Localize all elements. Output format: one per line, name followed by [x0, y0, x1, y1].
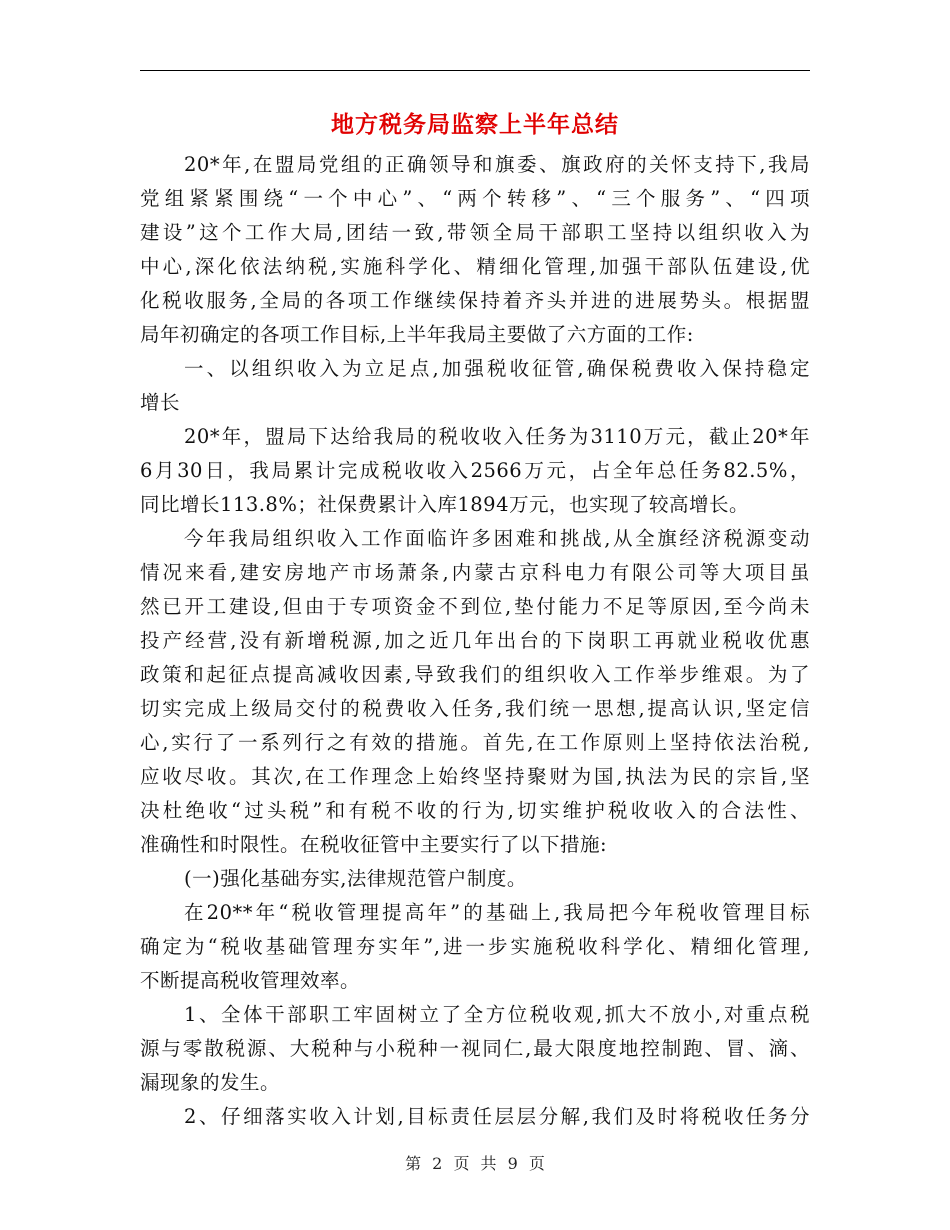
body-line: 政策和起征点提高减收因素,导致我们的组织收入工作举步维艰。为了: [140, 663, 810, 686]
body-line: 情况来看,建安房地产市场萧条,内蒙古京科电力有限公司等大项目虽: [140, 561, 810, 584]
body-line: 心,实行了一系列行之有效的措施。首先,在工作原则上坚持依法治税,: [140, 731, 810, 754]
body-line: 局年初确定的各项工作目标,上半年我局主要做了六方面的工作:: [140, 323, 694, 346]
body-line: 在20**年“税收管理提高年”的基础上,我局把今年税收管理目标: [184, 901, 810, 924]
section-heading-line: 增长: [140, 391, 181, 414]
body-line: 切实完成上级局交付的税费收入任务,我们统一思想,提高认识,坚定信: [140, 697, 810, 720]
list-item-line: 2、仔细落实收入计划,目标责任层层分解,我们及时将税收任务分: [184, 1105, 810, 1128]
body-line: 化税收服务,全局的各项工作继续保持着齐头并进的进展势头。根据盟: [140, 289, 810, 312]
list-item-line: 漏现象的发生。: [140, 1071, 281, 1094]
body-line: 6月30日，我局累计完成税收收入2566万元，占全年总任务82.5%，: [140, 459, 810, 482]
body-line: 准确性和时限性。在税收征管中主要实行了以下措施:: [140, 833, 608, 856]
list-item-line: 源与零散税源、大税种与小税种一视同仁,最大限度地控制跑、冒、滴、: [140, 1037, 810, 1060]
section-heading-line: 一、以组织收入为立足点,加强税收征管,确保税费收入保持稳定: [184, 357, 810, 380]
body-line: 建设”这个工作大局,团结一致,带领全局干部职工坚持以组织收入为: [140, 221, 810, 244]
body-line: 20*年,在盟局党组的正确领导和旗委、旗政府的关怀支持下,我局: [184, 153, 810, 176]
body-line: 党组紧紧围绕“一个中心”、“两个转移”、“三个服务”、“四项: [140, 187, 810, 210]
list-item-line: 1、全体干部职工牢固树立了全方位税收观,抓大不放小,对重点税: [184, 1003, 810, 1026]
body-line: 投产经营,没有新增税源,加之近几年出台的下岗职工再就业税收优惠: [140, 629, 810, 652]
body-line: 今年我局组织收入工作面临许多困难和挑战,从全旗经济税源变动: [184, 527, 810, 550]
subsection-heading: (一)强化基础夯实,法律规范管户制度。: [184, 867, 527, 890]
body-line: 应收尽收。其次,在工作理念上始终坚持聚财为国,执法为民的宗旨,坚: [140, 765, 810, 788]
header-rule: [140, 70, 810, 71]
body-line: 20*年，盟局下达给我局的税收收入任务为3110万元，截止20*年: [184, 425, 810, 448]
body-line: 同比增长113.8%；社保费累计入库1894万元，也实现了较高增长。: [140, 493, 749, 516]
body-line: 决杜绝收“过头税”和有税不收的行为,切实维护税收收入的合法性、: [140, 799, 810, 822]
body-line: 确定为“税收基础管理夯实年”,进一步实施税收科学化、精细化管理,: [140, 935, 810, 958]
body-line: 然已开工建设,但由于专项资金不到位,垫付能力不足等原因,至今尚未: [140, 595, 810, 618]
page-number: 第 2 页 共 9 页: [405, 1154, 545, 1173]
body-line: 不断提高税收管理效率。: [140, 969, 361, 992]
document-title: 地方税务局监察上半年总结: [331, 111, 619, 138]
body-line: 中心,深化依法纳税,实施科学化、精细化管理,加强干部队伍建设,优: [140, 255, 810, 278]
